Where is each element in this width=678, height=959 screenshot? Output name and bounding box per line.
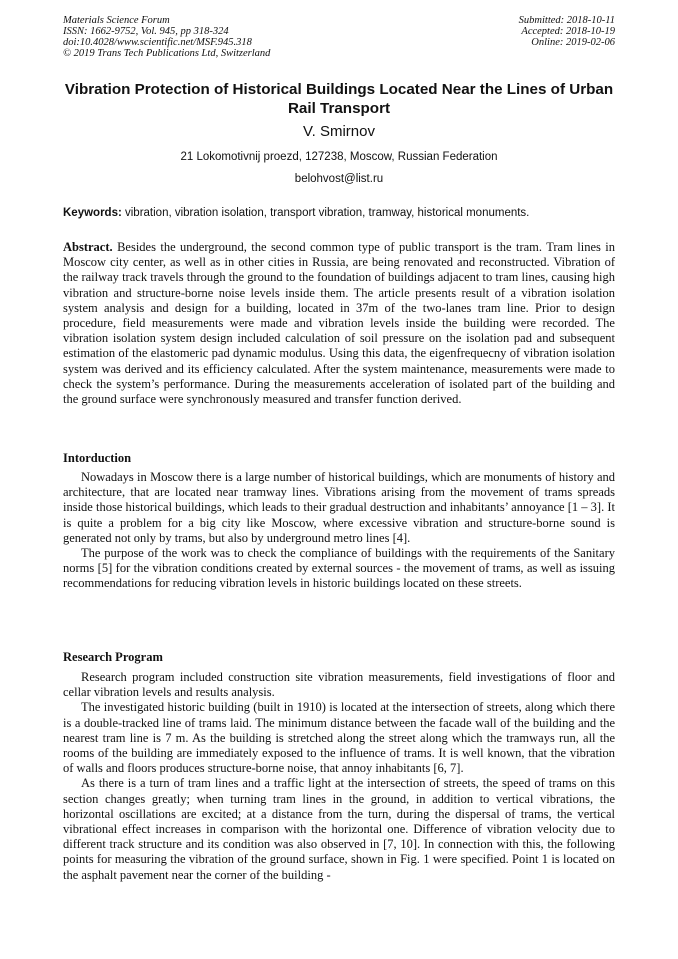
keywords-text: vibration, vibration isolation, transport vibration, tramway, historical monuments. [125,207,530,219]
journal-issn: ISSN: 1662-9752, Vol. 945, pp 318-324 [63,26,229,37]
paper-title: Vibration Protection of Historical Buildings Located Near the Lines of Urban Rail Transport [64,81,614,117]
section-introduction [63,470,615,592]
accepted-date: Accepted: 2018-10-19 [521,26,615,37]
keywords [63,206,615,220]
journal-name: Materials Science Forum [63,15,170,26]
paragraph: The purpose of the work was to check the compliance of buildings with the requirements of the Sanitary norms [5] for the vibration conditions created by external sources - the movement of trams, as well as issuing recommendations for reducing vibration levels in historic buildings located on these streets. [63,546,615,591]
section-title-introduction: Intorduction [63,451,132,465]
keywords-label: Keywords: [63,207,122,219]
paragraph: As there is a turn of tram lines and a traffic light at the intersection of streets, the speed of trams on this section changes greatly; when turning tram lines in the ground, in addition to vertical vibrations, the horizontal oscillations are excited; at a distance from the turn, during the dispersal of trams, the vertical vibrational effect increases in comparison with the horizontal one. Difference of vibration velocity due to different track structure and its condition was also observed in [7, 10]. In connection with this, the following points for measuring the vibration of the ground surface, shown in Fig. 1 were specified. Point 1 is located on the asphalt pavement near the corner of the building - [63,776,615,882]
journal-copyright: © 2019 Trans Tech Publications Ltd, Switzerland [63,48,271,59]
author-affiliation: 21 Lokomotivnij proezd, 127238, Moscow, Russian Federation [180,151,498,163]
section-title-research-program: Research Program [63,650,163,664]
paragraph: Research program included construction site vibration measurements, field investigations of floor and cellar vibration levels and results analysis. [63,670,615,700]
author-name: V. Smirnov [303,123,375,140]
online-date: Online: 2019-02-06 [531,37,615,48]
paragraph: Nowadays in Moscow there is a large number of historical buildings, which are monuments of history and architecture, that are located near tramway lines. Vibrations arising from the movement of trams spreads inside those historical buildings, which leads to their gradual destruction and inhabitants’ annoyance [1 – 3]. It is quite a problem for a big city like Moscow, where excessive vibration and structure-borne sound is generated not only by trams, but also by underground metro lines [4]. [63,470,615,545]
publication-dates [519,15,615,48]
paragraph: The investigated historic building (built in 1910) is located at the intersection of streets, along which there is a double-tracked line of trams laid. The minimum distance between the facade wall of the building and the nearest tram line is 7 m. As the building is stretched along the street along which the tramways run, all the rooms of the building are immediately exposed to the influence of trams. It is well known, that the vibration of walls and floors produces structure-borne noise, that annoy inhabitants [6, 7]. [63,700,615,776]
journal-info [63,15,270,59]
journal-doi: doi:10.4028/www.scientific.net/MSF.945.318 [63,37,252,48]
author-email: belohvost@list.ru [294,173,384,185]
submitted-date: Submitted: 2018-10-11 [518,15,615,26]
abstract-label: Abstract. [63,240,113,254]
section-research-program [63,670,615,883]
abstract [63,240,615,407]
abstract-text: Besides the underground, the second common type of public transport is the tram. Tram lines in Moscow city center, as well as in other cities in Russia, are being renovated and reconstructed. Vibration of the railway track travels through the ground to the foundation of buildings adjacent to tram lines, causing high vibration and structure-borne noise levels inside them. The article presents result of a vibration isolation system analysis and design for a building, located in 37m of the two-lanes tram line. Prior to design procedure, field measurements were made and vibration levels inside the building were recorded. The vibration isolation system design included calculation of soil pressure on the isolation pad and subsequent estimation of the elastomeric pad dynamic modulus. Using this data, the eigenfrequecny of vibration isolation system was derived and its efficiency calculated. After the system maintenance, measurements were made to check the system’s performance. During the measurements acceleration of isolated part of the building and the ground surface were synchronously measured and transfer function derived. [63,240,616,407]
